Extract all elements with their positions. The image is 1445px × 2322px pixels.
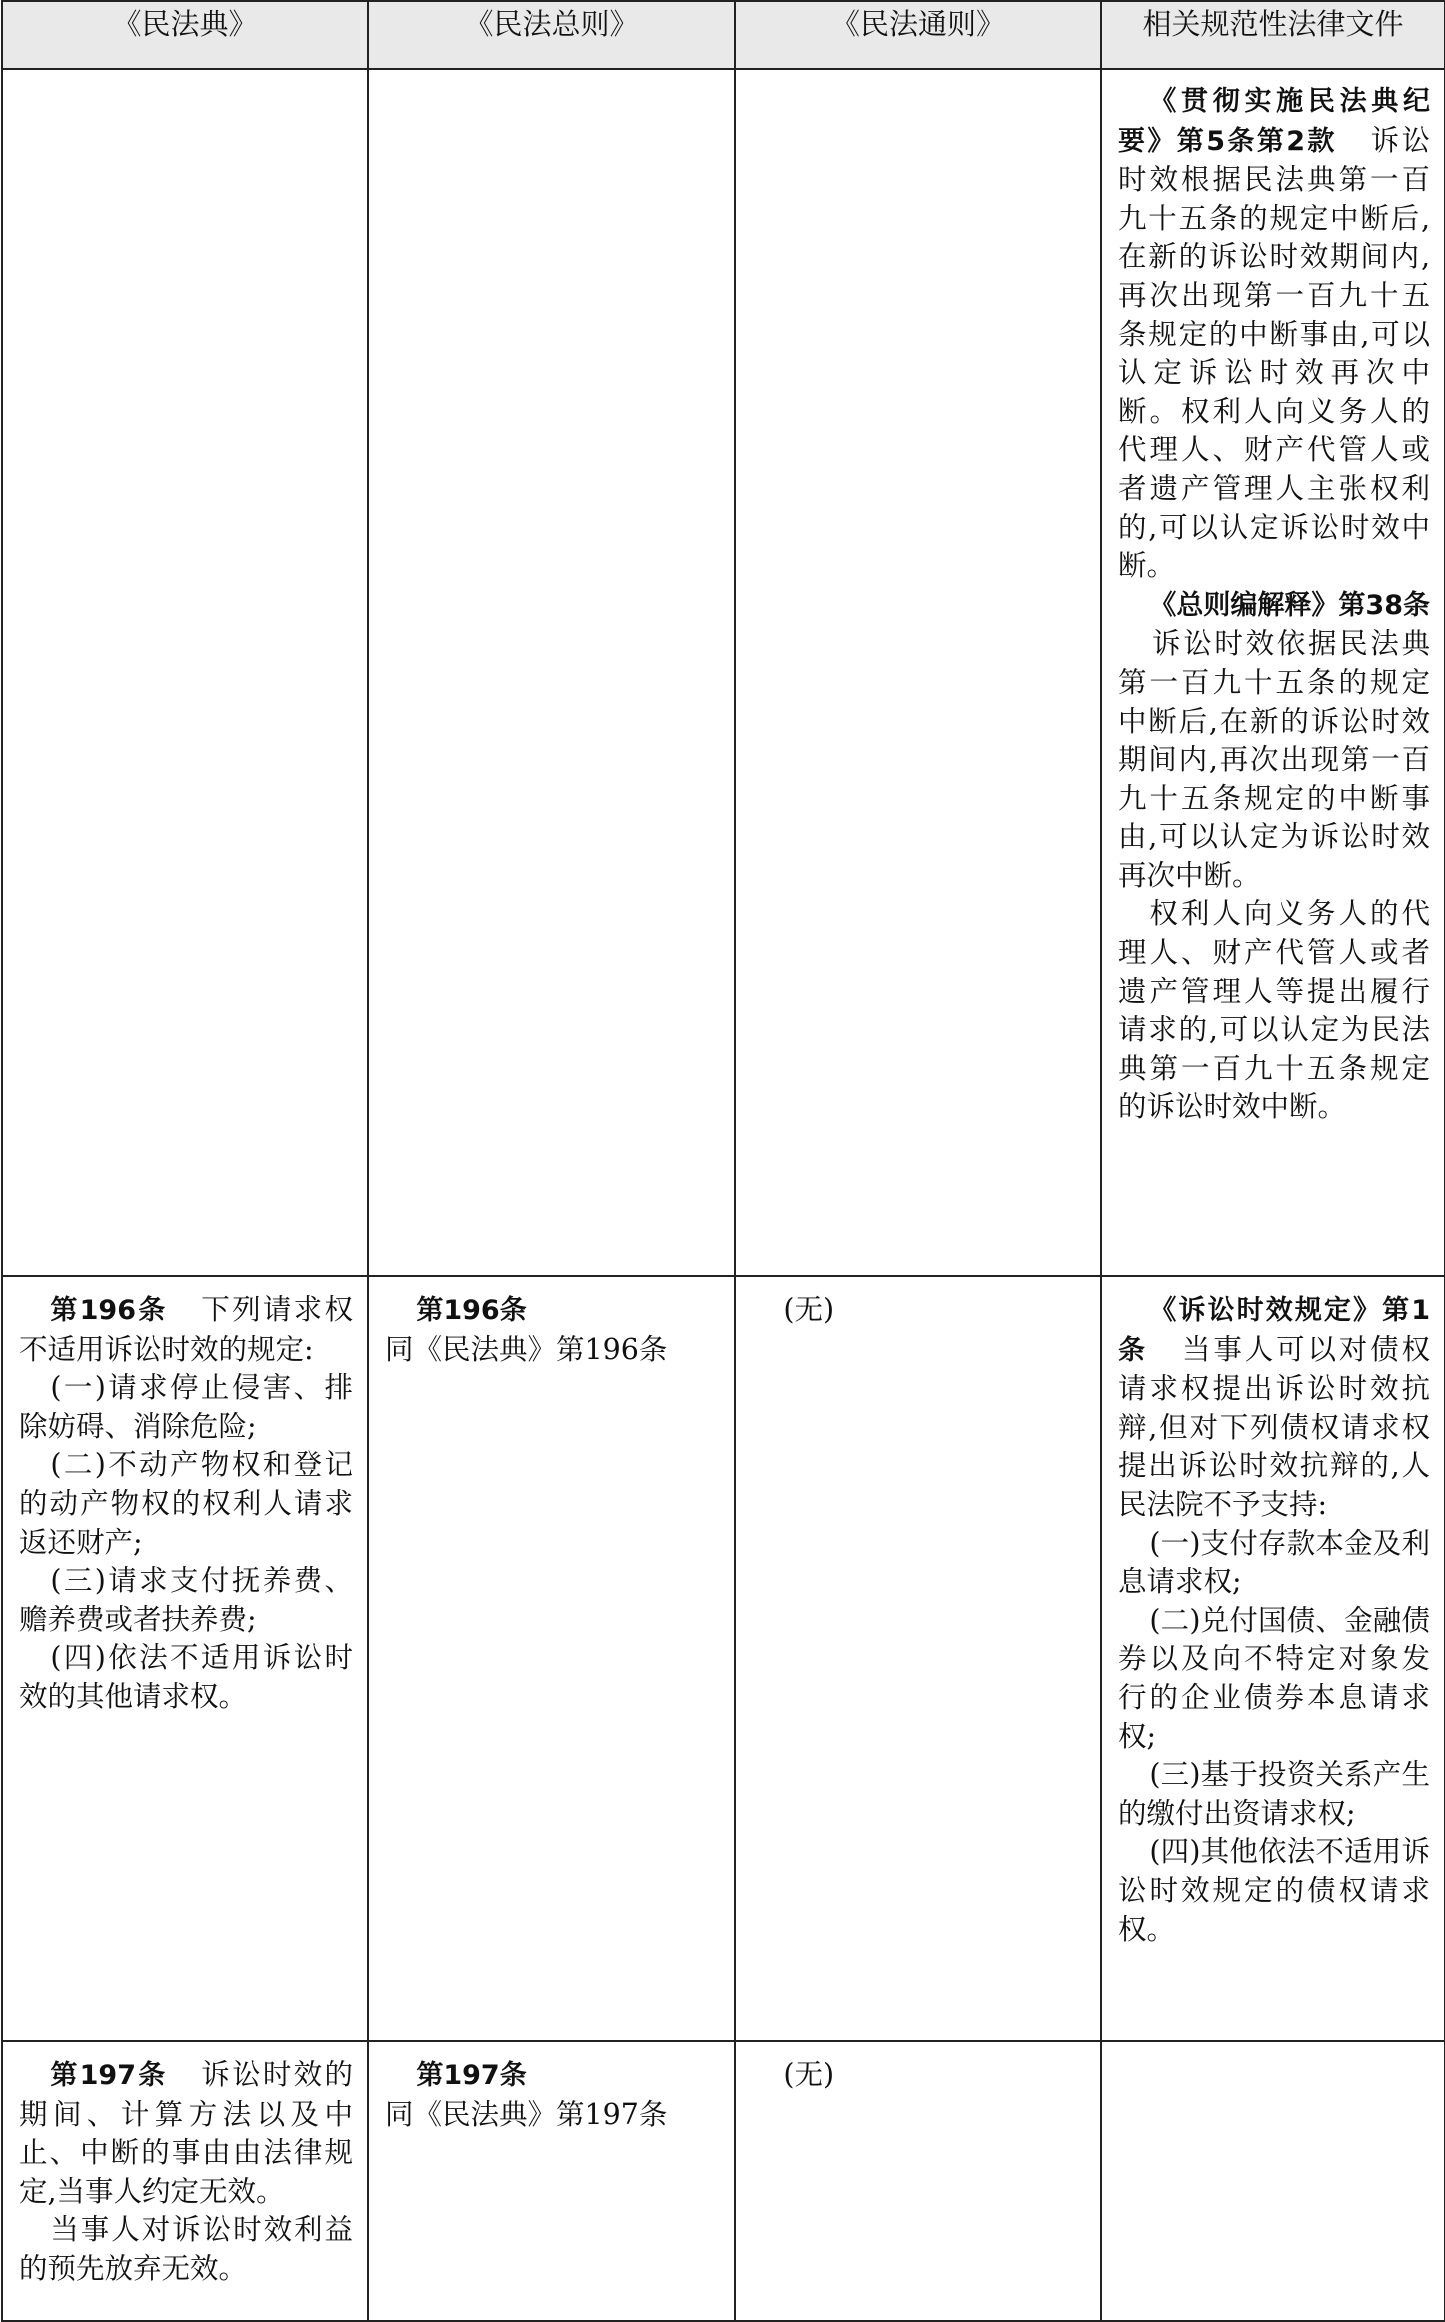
cell-general-provisions <box>368 2041 735 2321</box>
law-comparison-table <box>1 0 1445 2322</box>
cell-general-provisions <box>368 1276 735 2041</box>
header-related-documents: 相关规范性法律文件 <box>1101 1 1445 69</box>
table-row <box>2 2041 1445 2321</box>
article-text: 下列请求权不适用诉讼时效的规定: <box>19 1293 353 1366</box>
related-paragraph <box>1118 1291 1430 1525</box>
related-item: (二)兑付国债、金融债券以及向不特定对象发行的企业债券本息请求权; <box>1118 1603 1430 1753</box>
related-item: (三)基于投资关系产生的缴付出资请求权; <box>1118 1758 1430 1830</box>
provision-text: 权利人向义务人的代理人、财产代管人或者遗产管理人等提出履行请求的,可以认定为民法典第一百九十五条规定的诉讼时效中断。 <box>1118 897 1430 1124</box>
header-civil-code: 《民法典》 <box>2 1 368 69</box>
article-item: (一)请求停止侵害、排除妨碍、消除危险; <box>19 1371 353 1443</box>
provision-text: 当事人可以对债权请求权提出诉讼时效抗辩,但对下列债权请求权提出诉讼时效抗辩的,人民法院不予支持: <box>1118 1332 1430 1521</box>
article-item: (二)不动产物权和登记的动产物权的权利人请求返还财产; <box>19 1448 353 1559</box>
related-item: (四)其他依法不适用诉讼时效规定的债权请求权。 <box>1118 1835 1430 1946</box>
article-title: 第196条 <box>50 1295 168 1326</box>
article-text: 诉讼时效的期间、计算方法以及中止、中断的事由由法律规定,当事人约定无效。 <box>19 2058 353 2208</box>
cell-civil-code <box>2 69 368 1276</box>
provision-text: 诉讼时效依据民法典第一百九十五条的规定中断后,在新的诉讼时效期间内,再次出现第一百九十五条规定的中断事由,可以认定为诉讼时效再次中断。 <box>1118 627 1430 892</box>
article-title: 第196条 <box>416 1295 527 1326</box>
article-text: 同《民法典》第197条 <box>385 2097 668 2131</box>
provision-title: 《总则编解释》第38条 <box>1149 589 1430 621</box>
cell-general-principles <box>735 2041 1101 2321</box>
header-general-principles: 《民法通则》 <box>735 1 1101 69</box>
header-row <box>2 1 1445 69</box>
cell-general-principles <box>735 1276 1101 2041</box>
table-row <box>2 1276 1445 2041</box>
related-paragraph <box>1118 586 1430 896</box>
related-paragraph <box>1118 82 1430 586</box>
article-text: (无) <box>783 1293 835 1326</box>
article-text: (无) <box>783 2058 835 2091</box>
related-item: (一)支付存款本金及利息请求权; <box>1118 1526 1430 1599</box>
article-title: 第197条 <box>50 2060 168 2091</box>
article-item: (四)依法不适用诉讼时效的其他请求权。 <box>19 1641 353 1713</box>
article-paragraph <box>19 2056 353 2211</box>
cell-related-documents <box>1101 2041 1445 2321</box>
table-row <box>2 69 1445 1276</box>
provision-title: 《诉讼时效规定》第1条 <box>1118 1295 1430 1366</box>
cell-general-principles <box>735 69 1101 1276</box>
article-title: 第197条 <box>416 2060 527 2091</box>
cell-related-documents <box>1101 69 1445 1276</box>
provision-title: 《贯彻实施民法典纪要》第5条第2款 <box>1118 86 1430 157</box>
header-general-provisions: 《民法总则》 <box>368 1 735 69</box>
cell-civil-code <box>2 1276 368 2041</box>
article-paragraph: 当事人对诉讼时效利益的预先放弃无效。 <box>19 2213 353 2285</box>
article-paragraph <box>385 1291 720 1331</box>
article-paragraph <box>385 2056 720 2096</box>
cell-related-documents <box>1101 1276 1445 2041</box>
article-item: (三)请求支付抚养费、赡养费或者扶养费; <box>19 1564 353 1636</box>
cell-general-provisions <box>368 69 735 1276</box>
article-paragraph <box>19 1291 353 1369</box>
related-paragraph <box>1118 895 1430 1127</box>
cell-civil-code <box>2 2041 368 2321</box>
provision-text: 诉讼时效根据民法典第一百九十五条的规定中断后,在新的诉讼时效期间内,再次出现第一百九十五条规定的中断事由,可以认定诉讼时效再次中断。权利人向义务人的代理人、财产代管人或者遗产管理人主张权利的,可以认定诉讼时效中断。 <box>1118 123 1430 583</box>
article-text: 同《民法典》第196条 <box>385 1332 668 1366</box>
